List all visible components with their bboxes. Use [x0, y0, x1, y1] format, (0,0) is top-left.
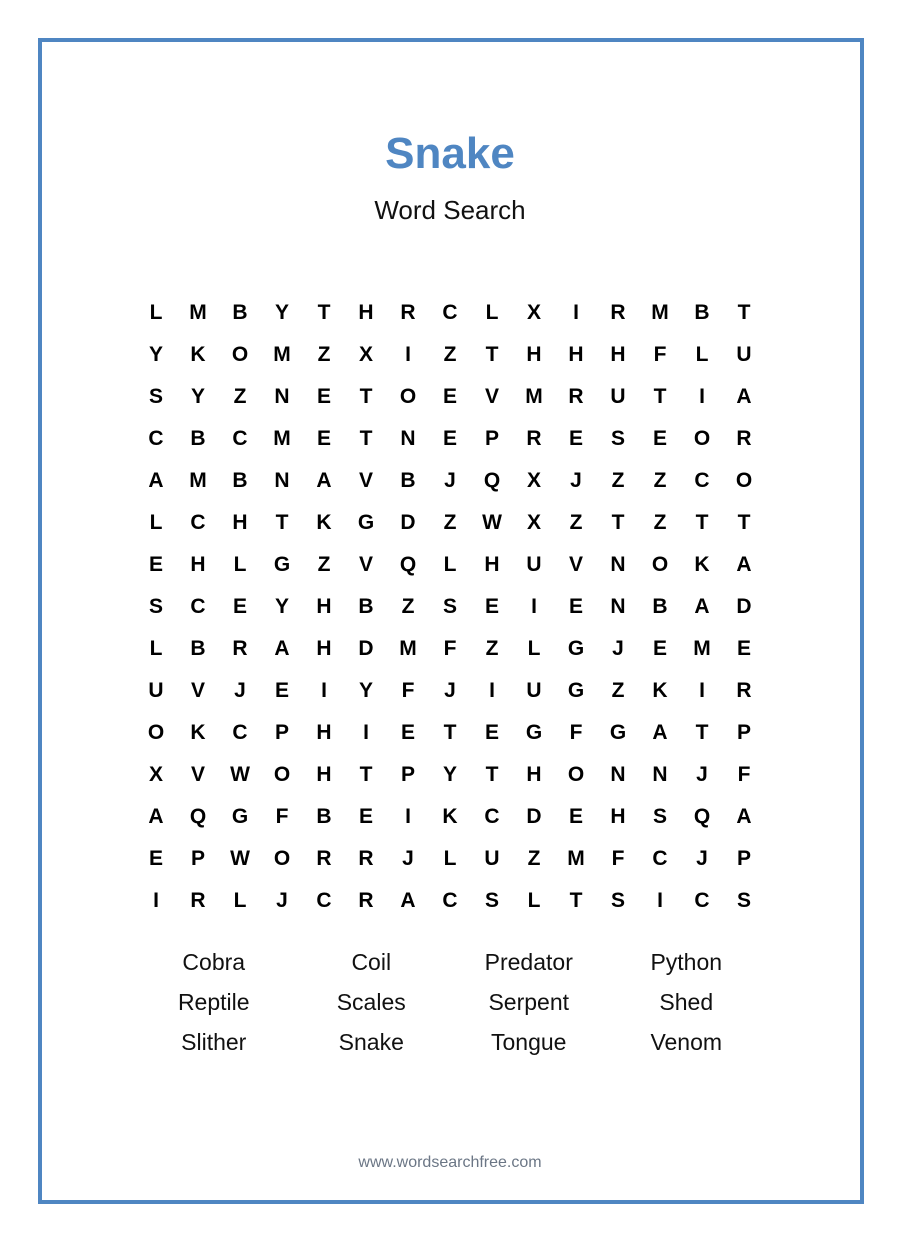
grid-letter: G [525, 721, 543, 744]
grid-letter: N [610, 553, 626, 576]
grid-letter: F [569, 721, 583, 744]
grid-letter: O [399, 385, 417, 408]
word-list-item: Predator [484, 948, 573, 975]
grid-letter: M [273, 343, 291, 366]
grid-letter: L [149, 301, 163, 324]
grid-letter: Y [358, 679, 373, 702]
grid-letter: M [399, 637, 417, 660]
grid-letter: H [316, 637, 332, 660]
grid-letter: E [316, 385, 331, 408]
grid-letter: H [526, 343, 542, 366]
grid-letter: J [444, 469, 456, 492]
grid-letter: R [526, 427, 542, 450]
grid-letter: T [737, 301, 751, 324]
grid-letter: T [695, 511, 709, 534]
grid-letter: K [190, 343, 206, 366]
grid-letter: E [736, 637, 751, 660]
grid-letter: T [317, 301, 331, 324]
word-list-item: Snake [338, 1028, 404, 1055]
grid-letter: F [737, 763, 751, 786]
grid-letter: I [573, 301, 579, 324]
grid-letter: K [316, 511, 332, 534]
grid-letter: X [526, 469, 541, 492]
grid-letter: W [482, 511, 502, 534]
grid-letter: J [444, 679, 456, 702]
grid-letter: H [610, 343, 626, 366]
grid-letter: K [442, 805, 458, 828]
grid-letter: Y [442, 763, 457, 786]
word-list-item: Tongue [491, 1028, 567, 1055]
grid-letter: H [358, 301, 374, 324]
grid-letter: C [694, 889, 710, 912]
grid-letter: R [568, 385, 584, 408]
grid-letter: Y [274, 301, 289, 324]
word-list [135, 942, 765, 1062]
grid-letter: D [736, 595, 752, 618]
word-list-item: Coil [351, 948, 392, 975]
grid-letter: G [231, 805, 249, 828]
grid-letter: T [359, 427, 373, 450]
grid-letter: I [405, 805, 411, 828]
grid-letter: B [190, 427, 206, 450]
grid-letter: R [736, 679, 752, 702]
grid-letter: T [485, 763, 499, 786]
grid-letter: J [696, 763, 708, 786]
grid-letter: M [651, 301, 669, 324]
grid-letter: P [736, 721, 751, 744]
grid-letter: B [190, 637, 206, 660]
grid-letter: I [699, 679, 705, 702]
grid-letter: O [147, 721, 165, 744]
grid-letter: H [484, 553, 500, 576]
grid-letter: Z [611, 679, 625, 702]
grid-letter: T [695, 721, 709, 744]
grid-letter: L [233, 889, 247, 912]
grid-letter: H [190, 553, 206, 576]
grid-letter: Z [653, 511, 667, 534]
grid-letter: H [316, 721, 332, 744]
grid-letter: F [611, 847, 625, 870]
grid-letter: H [526, 763, 542, 786]
grid-letter: V [190, 679, 205, 702]
grid-letter: F [653, 343, 667, 366]
grid-letter: C [232, 721, 248, 744]
grid-letter: A [736, 385, 752, 408]
grid-letter: F [401, 679, 415, 702]
grid-letter: C [190, 511, 206, 534]
grid-letter: H [610, 805, 626, 828]
grid-letter: B [694, 301, 710, 324]
grid-letter: X [526, 511, 541, 534]
grid-letter: C [484, 805, 500, 828]
grid-letter: N [652, 763, 668, 786]
grid-letter: V [568, 553, 583, 576]
grid-letter: L [233, 553, 247, 576]
grid-letter: W [230, 847, 250, 870]
grid-letter: G [357, 511, 375, 534]
grid-letter: G [609, 721, 627, 744]
grid-letter: Z [611, 469, 625, 492]
grid-letter: Z [317, 553, 331, 576]
grid-letter: I [657, 889, 663, 912]
grid-letter: P [400, 763, 415, 786]
grid-letter: L [527, 637, 541, 660]
grid-letter: E [148, 847, 163, 870]
grid-letter: Y [148, 343, 163, 366]
grid-letter: C [316, 889, 332, 912]
grid-letter: C [232, 427, 248, 450]
grid-letter: W [230, 763, 250, 786]
grid-letter: N [610, 763, 626, 786]
grid-letter: U [526, 679, 542, 702]
grid-letter: E [568, 595, 583, 618]
grid-letter: B [400, 469, 416, 492]
grid-letter: R [232, 637, 248, 660]
grid-letter: R [400, 301, 416, 324]
grid-letter: A [148, 469, 164, 492]
grid-letter: E [652, 427, 667, 450]
grid-letter: V [190, 763, 205, 786]
grid-letter: P [274, 721, 289, 744]
grid-letter: E [568, 427, 583, 450]
grid-letter: P [190, 847, 205, 870]
grid-letter: Z [485, 637, 499, 660]
grid-letter: S [610, 889, 625, 912]
word-list-item: Shed [659, 988, 714, 1015]
grid-letter: O [735, 469, 753, 492]
grid-letter: L [485, 301, 499, 324]
word-list-item: Serpent [488, 988, 570, 1015]
word-list-item: Venom [650, 1028, 723, 1055]
grid-letter: T [443, 721, 457, 744]
grid-letter: M [273, 427, 291, 450]
grid-letter: F [275, 805, 289, 828]
grid-letter: N [274, 385, 290, 408]
grid-letter: T [485, 343, 499, 366]
grid-letter: T [653, 385, 667, 408]
grid-letter: S [442, 595, 457, 618]
grid-letter: V [358, 469, 373, 492]
grid-letter: E [442, 385, 457, 408]
grid-letter: M [525, 385, 543, 408]
grid-letter: G [273, 553, 291, 576]
grid-letter: I [489, 679, 495, 702]
grid-letter: Y [190, 385, 205, 408]
grid-letter: E [316, 427, 331, 450]
grid-letter: R [316, 847, 332, 870]
grid-letter: E [442, 427, 457, 450]
grid-letter: A [652, 721, 668, 744]
grid-letter: L [149, 637, 163, 660]
grid-letter: I [405, 343, 411, 366]
grid-letter: S [484, 889, 499, 912]
grid-letter: Q [189, 805, 207, 828]
grid-letter: J [234, 679, 246, 702]
grid-letter: T [611, 511, 625, 534]
grid-letter: A [736, 553, 752, 576]
grid-letter: N [610, 595, 626, 618]
word-list-item: Slither [181, 1028, 247, 1055]
grid-letter: A [400, 889, 416, 912]
word-list-item: Python [650, 948, 723, 975]
grid-letter: R [736, 427, 752, 450]
grid-letter: U [610, 385, 626, 408]
grid-letter: L [149, 511, 163, 534]
grid-letter: X [526, 301, 541, 324]
grid-letter: K [190, 721, 206, 744]
footer-url: www.wordsearchfree.com [358, 1154, 542, 1171]
grid-letter: N [400, 427, 416, 450]
grid-letter: Z [527, 847, 541, 870]
grid-letter: O [651, 553, 669, 576]
grid-letter: Q [693, 805, 711, 828]
grid-letter: K [694, 553, 710, 576]
grid-letter: H [316, 763, 332, 786]
grid-letter: B [358, 595, 374, 618]
grid-letter: I [699, 385, 705, 408]
grid-letter: Q [399, 553, 417, 576]
grid-letter: P [484, 427, 499, 450]
grid-letter: H [316, 595, 332, 618]
page-subtitle: Word Search [374, 195, 526, 225]
grid-letter: D [400, 511, 416, 534]
grid-letter: G [567, 679, 585, 702]
grid-letter: M [567, 847, 585, 870]
grid-letter: L [443, 847, 457, 870]
grid-letter: O [567, 763, 585, 786]
grid-letter: T [359, 385, 373, 408]
grid-letter: C [148, 427, 164, 450]
grid-letter: J [612, 637, 624, 660]
grid-letter: M [189, 301, 207, 324]
word-list-item: Reptile [177, 988, 250, 1015]
grid-letter: B [316, 805, 332, 828]
grid-letter: R [610, 301, 626, 324]
grid-letter: T [275, 511, 289, 534]
grid-letter: H [232, 511, 248, 534]
grid-letter: A [148, 805, 164, 828]
grid-letter: O [231, 343, 249, 366]
grid-letter: N [274, 469, 290, 492]
grid-letter: S [652, 805, 667, 828]
grid-letter: E [484, 721, 499, 744]
grid-letter: T [359, 763, 373, 786]
grid-letter: U [736, 343, 752, 366]
grid-letter: X [148, 763, 163, 786]
grid-letter: Y [274, 595, 289, 618]
grid-letter: U [148, 679, 164, 702]
grid-letter: S [736, 889, 751, 912]
grid-letter: Q [483, 469, 501, 492]
grid-letter: E [568, 805, 583, 828]
grid-letter: A [274, 637, 290, 660]
grid-letter: B [232, 469, 248, 492]
grid-letter: E [652, 637, 667, 660]
grid-letter: M [693, 637, 711, 660]
grid-letter: A [694, 595, 710, 618]
grid-letter: U [526, 553, 542, 576]
grid-letter: H [568, 343, 584, 366]
grid-letter: C [442, 889, 458, 912]
grid-letter: V [484, 385, 499, 408]
grid-letter: B [232, 301, 248, 324]
grid-letter: R [358, 847, 374, 870]
grid-letter: O [693, 427, 711, 450]
grid-letter: J [402, 847, 414, 870]
grid-letter: C [694, 469, 710, 492]
grid-letter: P [736, 847, 751, 870]
grid-letter: T [569, 889, 583, 912]
grid-letter: D [358, 637, 374, 660]
grid-letter: Z [569, 511, 583, 534]
grid-letter: Z [317, 343, 331, 366]
grid-letter: S [610, 427, 625, 450]
grid-letter: O [273, 763, 291, 786]
grid-letter: I [363, 721, 369, 744]
grid-letter: D [526, 805, 542, 828]
grid-letter: I [321, 679, 327, 702]
grid-letter: R [190, 889, 206, 912]
grid-letter: E [358, 805, 373, 828]
grid-letter: J [570, 469, 582, 492]
grid-letter: A [736, 805, 752, 828]
grid-letter: B [652, 595, 668, 618]
grid-letter: I [531, 595, 537, 618]
letter-grid [135, 292, 765, 922]
grid-letter: K [652, 679, 668, 702]
grid-letter: I [153, 889, 159, 912]
grid-letter: J [696, 847, 708, 870]
grid-letter: T [737, 511, 751, 534]
grid-letter: A [316, 469, 332, 492]
grid-letter: E [148, 553, 163, 576]
grid-letter: C [442, 301, 458, 324]
grid-letter: M [189, 469, 207, 492]
grid-letter: E [400, 721, 415, 744]
grid-letter: X [358, 343, 373, 366]
grid-letter: E [484, 595, 499, 618]
grid-letter: L [695, 343, 709, 366]
word-list-item: Cobra [182, 948, 246, 975]
grid-letter: Z [443, 343, 457, 366]
page-title: Snake [385, 129, 515, 178]
grid-letter: F [443, 637, 457, 660]
grid-letter: E [232, 595, 247, 618]
grid-letter: R [358, 889, 374, 912]
grid-letter: Z [443, 511, 457, 534]
grid-letter: S [148, 385, 163, 408]
grid-letter: O [273, 847, 291, 870]
grid-letter: Z [401, 595, 415, 618]
grid-letter: U [484, 847, 500, 870]
grid-letter: S [148, 595, 163, 618]
grid-letter: E [274, 679, 289, 702]
grid-letter: J [276, 889, 288, 912]
grid-letter: Z [653, 469, 667, 492]
grid-letter: Z [233, 385, 247, 408]
grid-letter: V [358, 553, 373, 576]
grid-letter: C [190, 595, 206, 618]
grid-letter: C [652, 847, 668, 870]
grid-letter: L [527, 889, 541, 912]
grid-letter: G [567, 637, 585, 660]
word-list-item: Scales [336, 988, 406, 1015]
grid-letter: L [443, 553, 457, 576]
